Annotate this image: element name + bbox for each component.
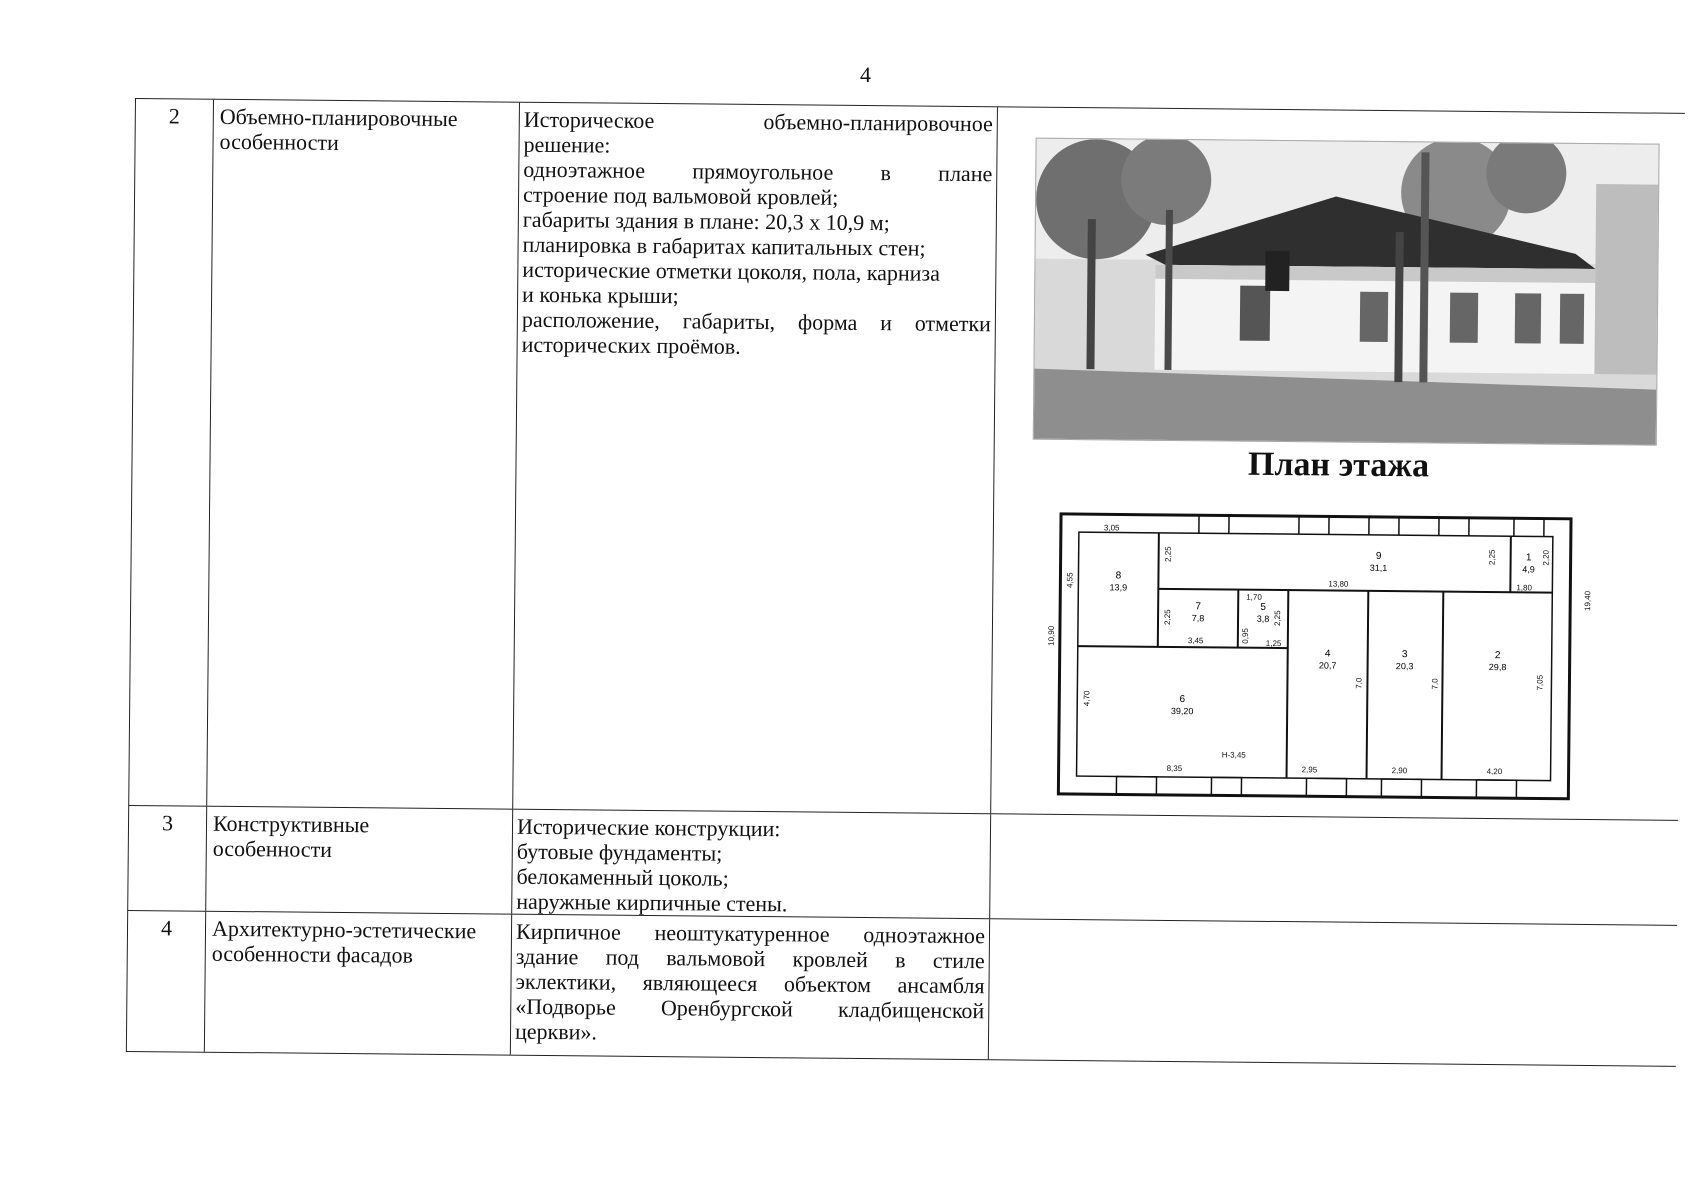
room-7-id: 7 <box>1195 601 1201 613</box>
building-photo-image <box>1034 139 1659 445</box>
floor-plan-drawing <box>1046 506 1609 811</box>
row-number: 2 <box>128 99 213 806</box>
row-title: Конструктивные особенности <box>205 807 512 914</box>
illustration-cell <box>990 107 1685 820</box>
dimension-label: 4,20 <box>1486 767 1503 777</box>
row-number: 3 <box>127 806 206 911</box>
room-5-id: 5 <box>1260 601 1266 613</box>
room-2-id: 2 <box>1494 650 1501 662</box>
dimension-label: 2,25 <box>1163 546 1173 562</box>
dimension-label: 2,25 <box>1162 609 1173 625</box>
room-6-id: 6 <box>1179 694 1186 706</box>
empty-cell <box>988 919 1677 1066</box>
room-4-id: 4 <box>1324 648 1331 660</box>
dimension-label: 4,55 <box>1065 572 1075 589</box>
dimension-label: 3,05 <box>1103 523 1120 533</box>
dimension-label: 8,35 <box>1166 763 1183 774</box>
dimension-label: 2,90 <box>1391 766 1408 776</box>
dimension-label: 7,05 <box>1535 674 1545 691</box>
room-1-area: 4,9 <box>1522 564 1535 575</box>
floor-plan-title: План этажа <box>1247 445 1430 485</box>
room-4-area: 20,7 <box>1318 660 1337 671</box>
room-5-area: 3,8 <box>1256 613 1270 624</box>
room-9-id: 9 <box>1375 550 1382 562</box>
row-title: Объемно-планировочные особенности <box>206 100 519 809</box>
room-3-id: 3 <box>1401 649 1408 661</box>
row-number: 4 <box>126 911 205 1052</box>
dimension-label: 2,25 <box>1487 549 1497 566</box>
floor-plan <box>1046 506 1609 811</box>
table-row <box>126 910 1677 1067</box>
dimension-label: 2,95 <box>1301 765 1318 775</box>
row-description: Историческое объемно-планировочное решение: одноэтажное прямоугольное в плане строение под вальмовой кровлей; габариты здания в плане: 20,3 х 10,9 м; планировка в габаритах капитальных стен; исторические отметки цоколя, пола, карниза и конька крыши; расположение, габариты, форма и отметки исторических проёмов. <box>512 103 997 814</box>
dimension-label: 7,0 <box>1430 678 1440 690</box>
dimension-label: 1,80 <box>1516 583 1532 593</box>
table-row <box>128 98 1685 820</box>
building-photo <box>1033 138 1660 446</box>
room-2-area: 29,8 <box>1488 662 1507 673</box>
room-8-id: 8 <box>1115 570 1122 582</box>
room-6-area: 39,20 <box>1170 705 1194 717</box>
row-description: Исторические конструкции: бутовые фундаменты; белокаменный цоколь; наружные кирпичные стены. <box>511 810 990 919</box>
room-7-area: 7,8 <box>1191 613 1205 624</box>
document-table <box>126 98 1685 1067</box>
room-1-id: 1 <box>1525 552 1532 564</box>
empty-cell <box>989 814 1678 925</box>
room-8-area: 13,9 <box>1109 582 1128 593</box>
dimension-label: Н-3,45 <box>1221 750 1246 760</box>
page-number: 4 <box>860 62 871 87</box>
dimension-label: 4,70 <box>1082 690 1092 707</box>
dimension-label: 3,45 <box>1187 636 1204 646</box>
dimension-label: 1,25 <box>1265 638 1282 649</box>
dimension-label: 19,40 <box>1583 590 1593 612</box>
row-description: Кирпичное неоштукатуренное одноэтажное здание под вальмовой кровлей в стиле эклектики, являющееся объектом ансамбля «Подворье Оренбургской кладбищенской церкви». <box>510 915 989 1060</box>
table-row <box>127 805 1678 925</box>
dimension-label: 0,95 <box>1240 628 1250 644</box>
room-3-area: 20,3 <box>1395 661 1414 672</box>
room-9-area: 31,1 <box>1369 562 1388 574</box>
dimension-label: 10,90 <box>1046 625 1056 646</box>
dimension-label: 2,25 <box>1272 610 1283 627</box>
row-title: Архитектурно-эстетические особенности фасадов <box>204 912 511 1055</box>
dimension-label: 13,80 <box>1328 579 1349 589</box>
dimension-label: 7,0 <box>1354 677 1364 689</box>
dimension-label: 2,20 <box>1541 549 1551 566</box>
dimension-label: 1,70 <box>1246 592 1262 602</box>
